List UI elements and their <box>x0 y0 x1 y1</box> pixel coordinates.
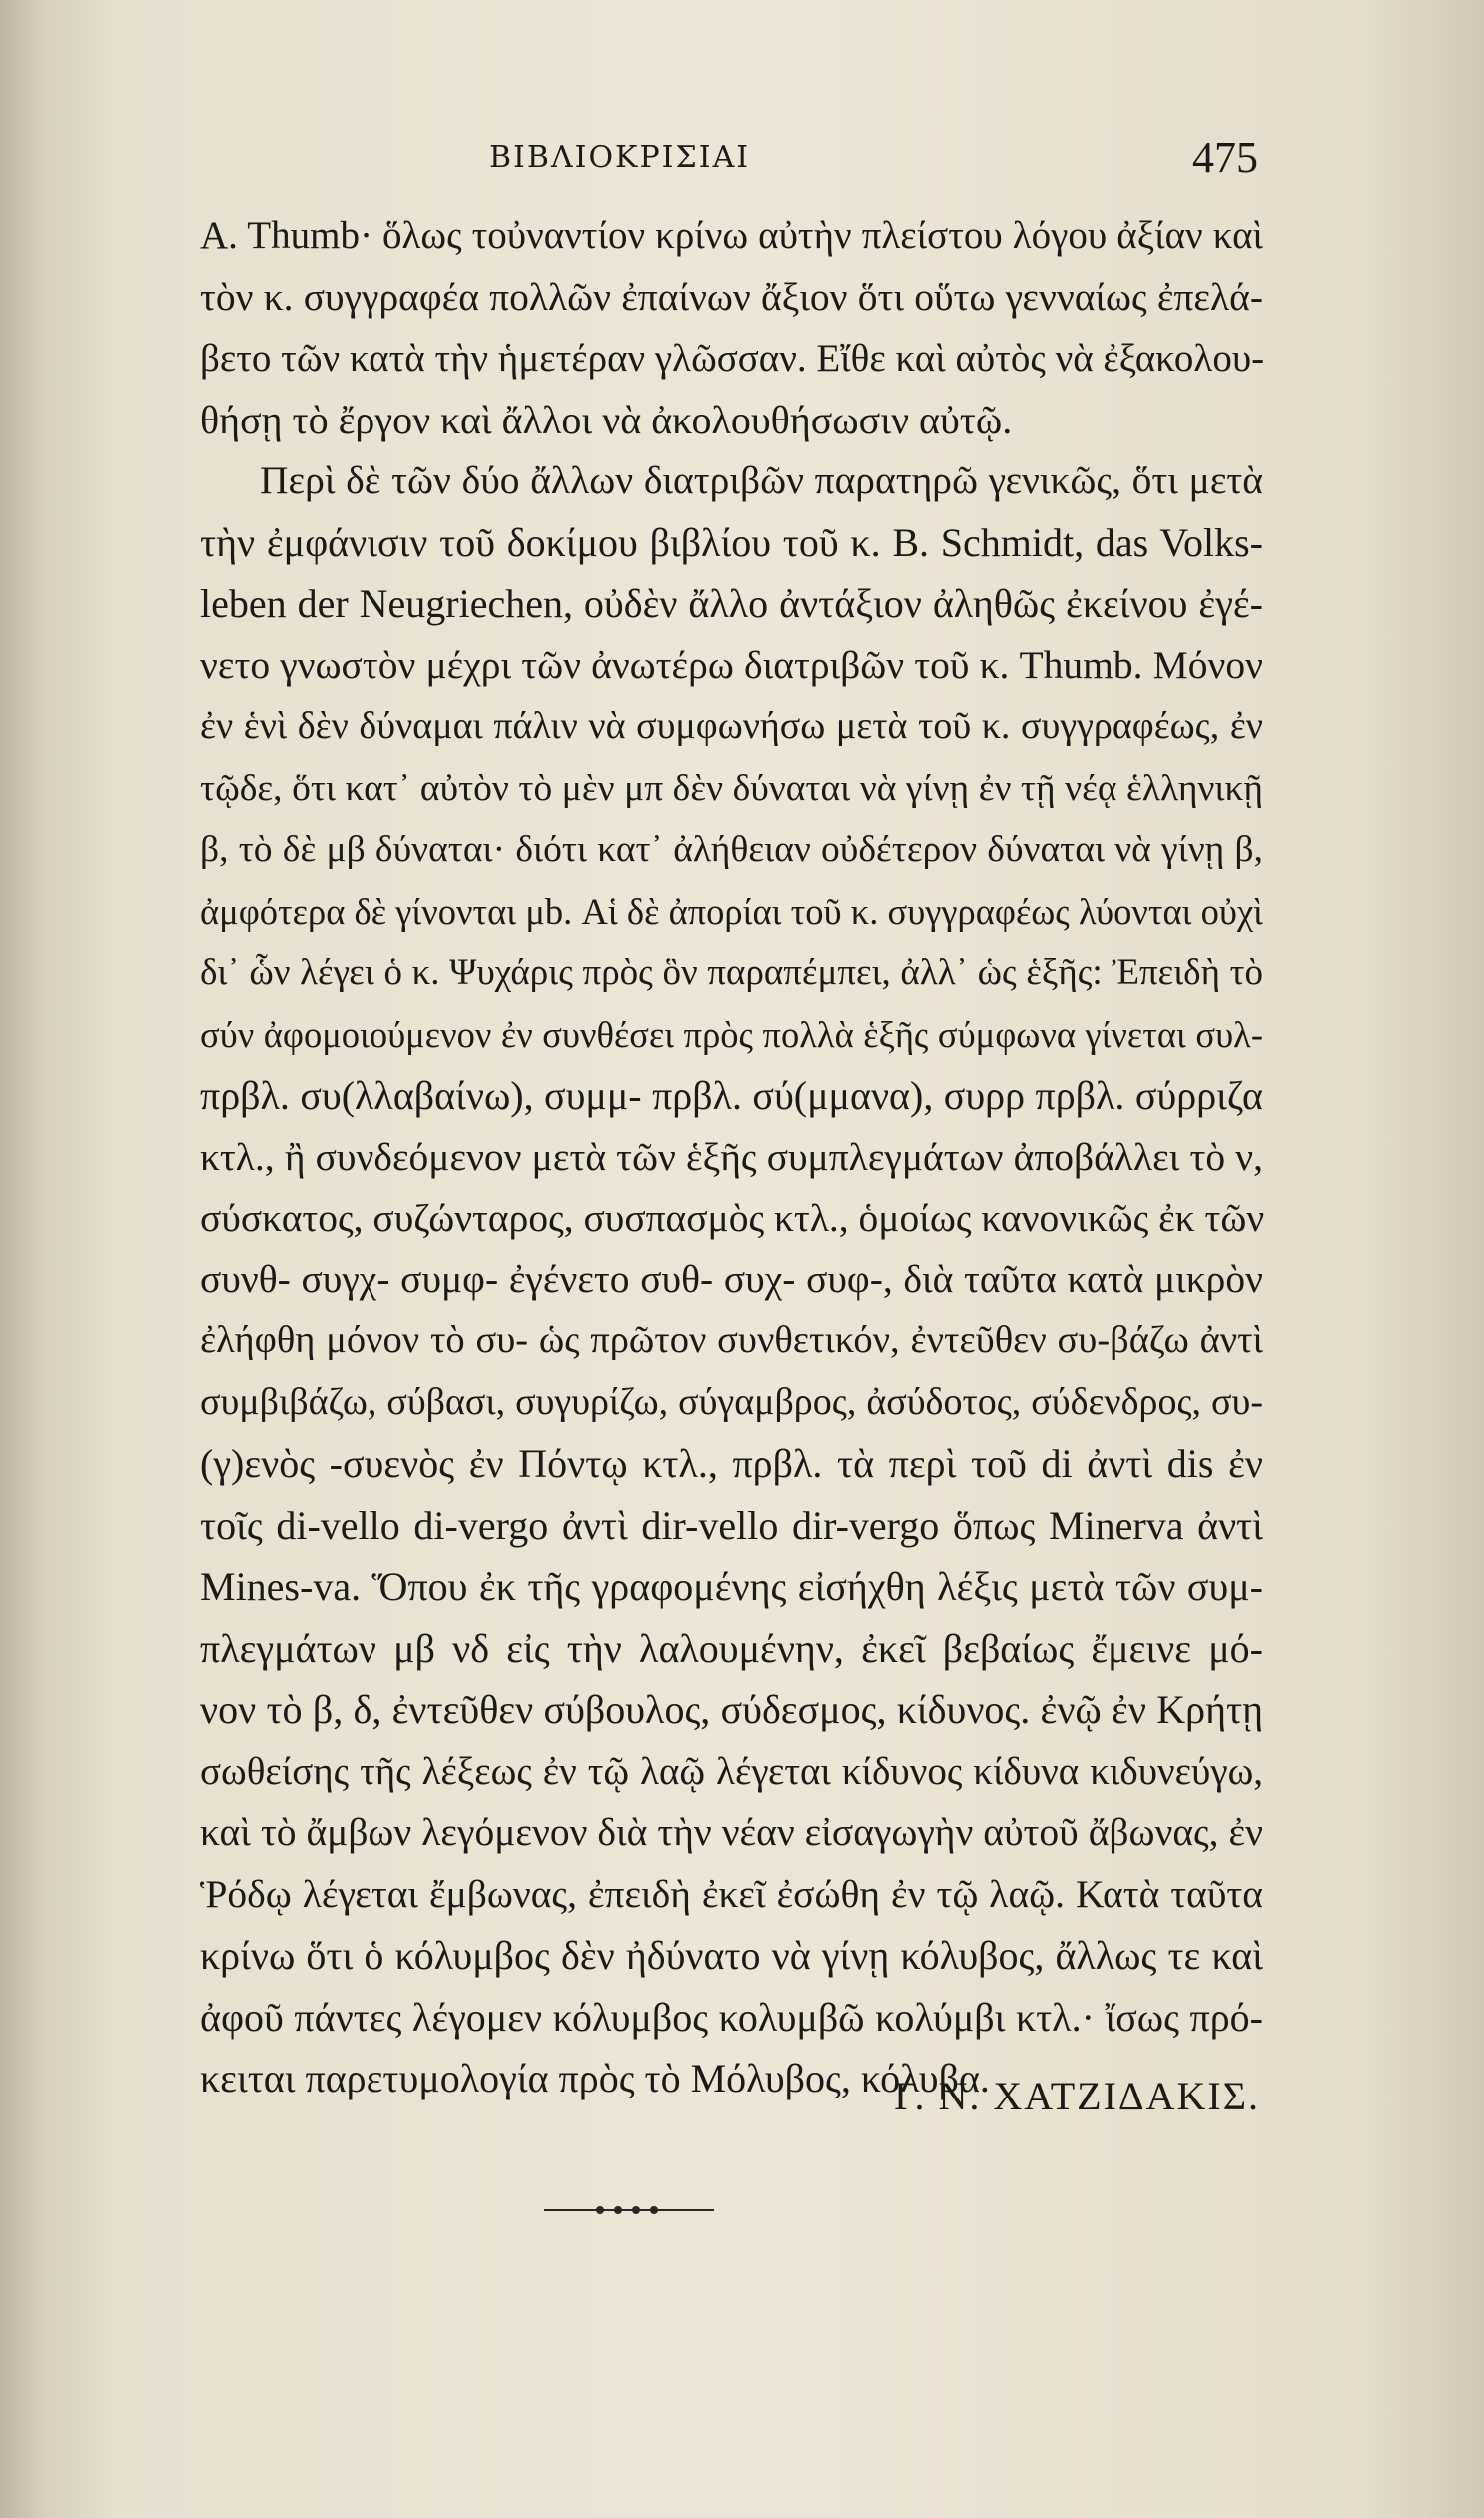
text-line: σύν ἀφομοιούμενον ἐν συνθέσει πρὸς πολλὰ ἑξῆς σύμφωνα γίνεται συλ- <box>200 1013 1263 1055</box>
text-line: δι᾿ ὧν λέγει ὁ κ. Ψυχάρις πρὸς ὃν παραπέμπει, ἀλλ᾿ ὡς ἑξῆς: Ἐπειδὴ τὸ <box>200 952 1263 993</box>
text-line: ἐν ἑνὶ δὲν δύναμαι πάλιν νὰ συμφωνήσω μετὰ τοῦ κ. συγγραφέως, ἐν <box>200 705 1263 747</box>
text-line: β, τὸ δὲ μβ δύναται· διότι κατ᾿ ἀλήθειαν οὐδέτερον δύναται νὰ γίνῃ β, <box>200 829 1263 870</box>
rule-bar <box>544 2209 714 2211</box>
text-line: θήσῃ τὸ ἔργον καὶ ἄλλοι νὰ ἀκολουθήσωσιν αὐτῷ. <box>200 397 1013 442</box>
text-line: ἐλήφθη μόνον τὸ συ- ὡς πρῶτον συνθετικόν, ἐντεῦθεν συ-βάζω ἀντὶ <box>200 1319 1263 1361</box>
text-line: κτλ., ἢ συνδεόμενον μετὰ τῶν ἑξῆς συμπλεγμάτων ἀποβάλλει τὸ ν, <box>200 1134 1263 1179</box>
page-number: 475 <box>1192 133 1258 182</box>
text-line: σύσκατος, συζώνταρος, συσπασμὸς κτλ., ὁμοίως κανονικῶς ἐκ τῶν <box>200 1196 1265 1240</box>
text-line: ἀμφότερα δὲ γίνονται μb. Αἱ δὲ ἀπορίαι τοῦ κ. συγγραφέως λύονται οὐχὶ <box>200 890 1263 932</box>
text-line: ἀφοῦ πάντες λέγομεν κόλυμβος κολυμβῶ κολύμβι κτλ.· ἴσως πρό- <box>200 1994 1263 2040</box>
text-line: τῷδε, ὅτι κατ᾿ αὐτὸν τὸ μὲν μπ δὲν δύναται νὰ γίνῃ ἐν τῇ νέᾳ ἑλληνικῇ <box>200 767 1263 809</box>
text-line: τὴν ἐμφάνισιν τοῦ δοκίμου βιβλίου τοῦ κ. B. Schmidt, das Volks- <box>200 519 1263 565</box>
page-header <box>200 133 1258 190</box>
text-line: καὶ τὸ ἄμβων λεγόμενον διὰ τὴν νέαν εἰσαγωγὴν αὐτοῦ ἄβωνας, ἐν <box>200 1810 1263 1854</box>
text-line: νετο γνωστὸν μέχρι τῶν ἀνωτέρω διατριβῶν τοῦ κ. Thumb. Μόνον <box>200 642 1263 687</box>
text-line: A. Thumb· ὅλως τοὐναντίον κρίνω αὐτὴν πλείστου λόγου ἀξίαν καὶ <box>200 214 1263 257</box>
text-line: νον τὸ β, δ, ἐντεῦθεν σύβουλος, σύδεσμος, κίδυνος. ἐνῷ ἐν Κρήτῃ <box>200 1687 1263 1732</box>
text-line: τὸν κ. συγγραφέα πολλῶν ἐπαίνων ἄξιον ὅτι οὕτω γενναίως ἐπελά- <box>200 274 1263 319</box>
author-signature: Γ. Ν. ΧΑΤΖΙΔΑΚΙΣ. <box>894 2074 1260 2118</box>
ornamental-rule-icon <box>544 2205 714 2215</box>
text-line: κειται παρετυμολογία πρὸς τὸ Μόλυβος, κόλυβα. <box>200 2056 990 2100</box>
text-line: βετο τῶν κατὰ τὴν ἡμετέραν γλῶσσαν. Εἴθε καὶ αὐτὸς νὰ ἐξακολου- <box>200 337 1265 380</box>
text-line: τοῖς di-vello di-vergo ἀντὶ dir-vello dir-vergo ὅπως Minerva ἀντὶ <box>200 1502 1263 1548</box>
rule-dot <box>596 2206 604 2214</box>
text-line: συμβιβάζω, σύβασι, συγυρίζω, σύγαμβρος, ἀσύδοτος, σύδενδρος, συ- <box>200 1380 1263 1423</box>
text-line: πλεγμάτων μβ νδ εἰς τὴν λαλουμένην, ἐκεῖ βεβαίως ἔμεινε μό- <box>200 1625 1263 1671</box>
text-line: συνθ- συγχ- συμφ- ἐγένετο συθ- συχ- συφ-, διὰ ταῦτα κατὰ μικρὸν <box>200 1257 1263 1301</box>
text-line: Περὶ δὲ τῶν δύο ἄλλων διατριβῶν παρατηρῶ γενικῶς, ὅτι μετὰ <box>260 458 1263 502</box>
rule-dot <box>632 2206 640 2214</box>
running-title: ΒΙΒΛΙΟΚΡΙΣΙΑΙ <box>489 140 751 175</box>
text-line: σωθείσης τῆς λέξεως ἐν τῷ λαῷ λέγεται κίδυνος κίδυνα κιδυνεύγω, <box>200 1749 1263 1793</box>
text-line: Mines-va. Ὅπου ἐκ τῆς γραφομένης εἰσήχθη λέξις μετὰ τῶν συμ- <box>200 1564 1263 1609</box>
rule-dot <box>650 2206 658 2214</box>
text-line: leben der Neugriechen, οὐδὲν ἄλλο ἀντάξιον ἀληθῶς ἐκείνου ἐγέ- <box>200 581 1263 626</box>
text-line: πρβλ. συ(λλαβαίνω), συμμ- πρβλ. σύ(μμανα), συρρ πρβλ. σύρριζα <box>200 1073 1263 1118</box>
text-line: (γ)ενὸς -συενὸς ἐν Πόντῳ κτλ., πρβλ. τὰ περὶ τοῦ di ἀντὶ dis ἐν <box>200 1441 1263 1486</box>
rule-dot <box>614 2206 622 2214</box>
text-line: κρίνω ὅτι ὁ κόλυμβος δὲν ἠδύνατο νὰ γίνῃ κόλυβος, ἄλλως τε καὶ <box>200 1933 1263 1978</box>
text-line: Ῥόδῳ λέγεται ἔμβωνας, ἐπειδὴ ἐκεῖ ἐσώθη ἐν τῷ λαῷ. Κατὰ ταῦτα <box>200 1871 1263 1916</box>
body-text <box>200 205 1263 2109</box>
